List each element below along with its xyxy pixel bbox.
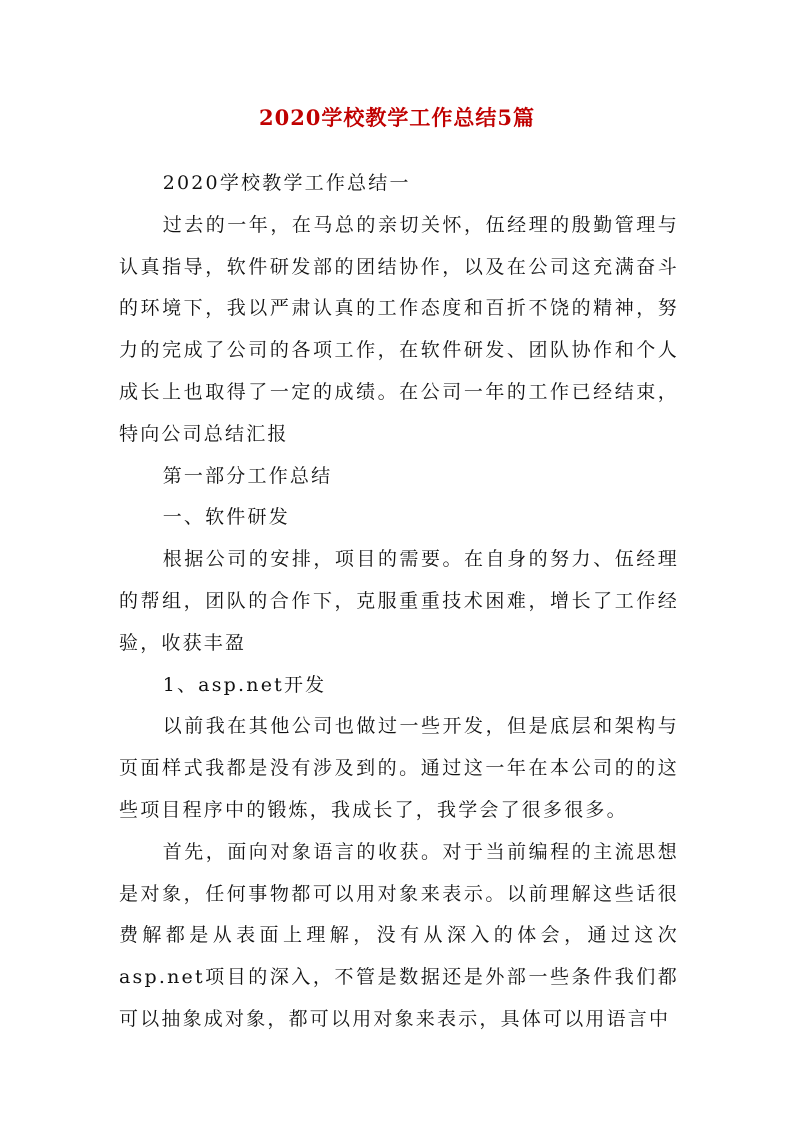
- body-paragraph: 以前我在其他公司也做过一些开发，但是底层和架构与页面样式我都是没有涉及到的。通过这一年在本公司的的这些项目程序中的锻炼，我成长了，我学会了很多很多。: [119, 715, 679, 821]
- subsection-heading: 一、软件研发: [162, 506, 290, 529]
- document-title: 2020学校教学工作总结5篇: [258, 105, 536, 130]
- document-body: [119, 163, 679, 1041]
- body-paragraph: 根据公司的安排，项目的需要。在自身的努力、伍经理的帮组，团队的合作下，克服重重技术困难，增长了工作经验，收获丰盈: [119, 548, 679, 654]
- section-heading: 2020学校教学工作总结一: [162, 172, 411, 194]
- item-heading: 1、asp.net开发: [162, 673, 327, 696]
- part-heading: 第一部分工作总结: [162, 464, 333, 487]
- body-paragraph: 首先，面向对象语言的收获。对于当前编程的主流思想是对象，任何事物都可以用对象来表示。以前理解这些话很费解都是从表面上理解，没有从深入的体会，通过这次asp.net项目的深入，不管是数据还是外部一些条件我们都可以抽象成对象，都可以用对象来表示，具体可以用语言中: [119, 840, 679, 1030]
- body-paragraph: 过去的一年，在马总的亲切关怀，伍经理的殷勤管理与认真指导，软件研发部的团结协作，以及在公司这充满奋斗的环境下，我以严肃认真的工作态度和百折不饶的精神，努力的完成了公司的各项工作，在软件研发、团队协作和个人成长上也取得了一定的成绩。在公司一年的工作已经结束，特向公司总结汇报: [119, 213, 679, 445]
